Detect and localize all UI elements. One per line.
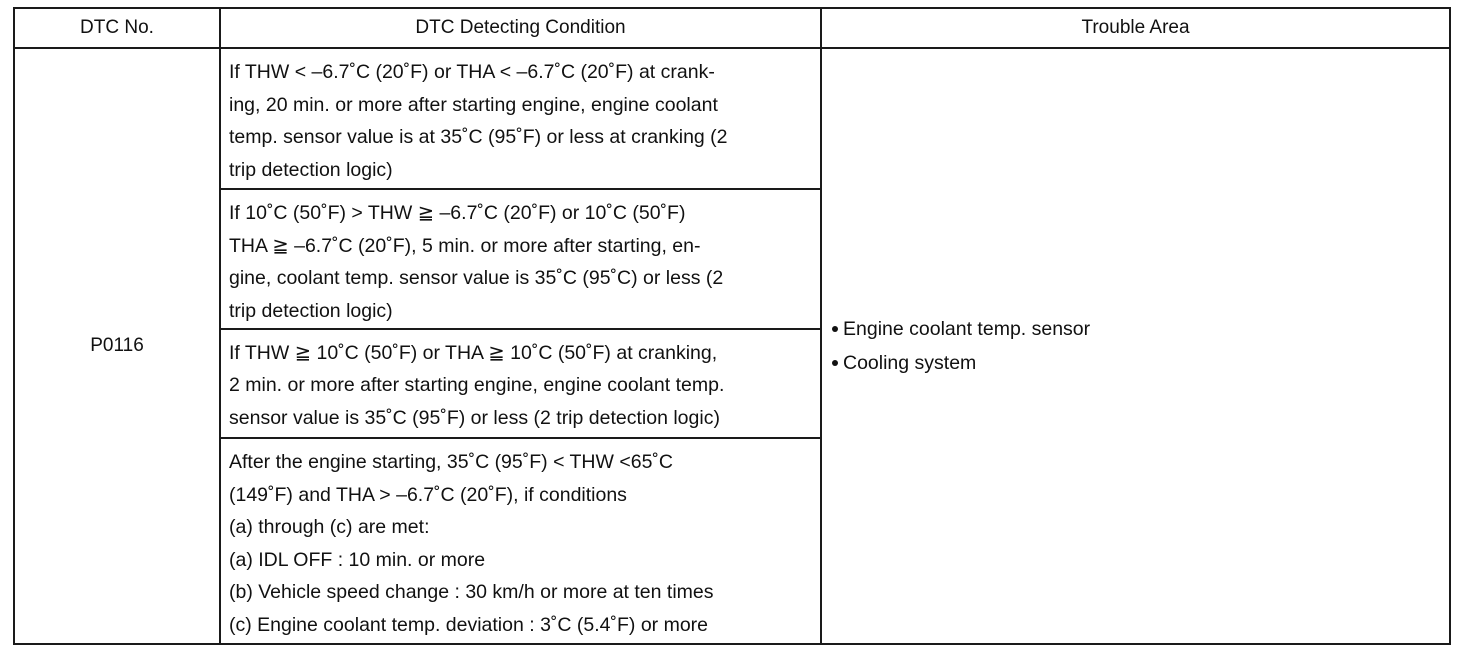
condition-cell: If THW ≧ 10˚C (50˚F) or THA ≧ 10˚C (50˚F) at cranking, 2 min. or more after starting engine, engine coolant temp. sensor value is 35˚C (95˚F) or less (2 trip detection logic) — [220, 329, 821, 438]
list-item — [830, 346, 1449, 380]
dtc-table — [13, 7, 1451, 645]
condition-cell: If 10˚C (50˚F) > THW ≧ –6.7˚C (20˚F) or 10˚C (50˚F) THA ≧ –6.7˚C (20˚F), 5 min. or more after starting, en- gine, coolant temp. sensor value is 35˚C (95˚C) or less (2 trip detection logic) — [220, 189, 821, 328]
bullet-icon — [832, 326, 838, 332]
header-row — [14, 8, 1450, 48]
trouble-area-list — [830, 312, 1449, 380]
header-trouble-area: Trouble Area — [821, 8, 1450, 48]
trouble-area-cell — [821, 48, 1450, 644]
table-row — [14, 48, 1450, 189]
header-dtc-no: DTC No. — [14, 8, 220, 48]
header-detecting-condition: DTC Detecting Condition — [220, 8, 821, 48]
trouble-area-text: Engine coolant temp. sensor — [843, 318, 1091, 340]
condition-cell: If THW < –6.7˚C (20˚F) or THA < –6.7˚C (20˚F) at crank- ing, 20 min. or more after starting engine, engine coolant temp. sensor value is at 35˚C (95˚F) or less at cranking (2 trip detection logic) — [220, 48, 821, 189]
bullet-icon — [832, 360, 838, 366]
list-item — [830, 312, 1449, 346]
dtc-number-cell: P0116 — [14, 48, 220, 644]
condition-cell: After the engine starting, 35˚C (95˚F) < THW <65˚C (149˚F) and THA > –6.7˚C (20˚F), if conditions (a) through (c) are met: (a) IDL OFF : 10 min. or more (b) Vehicle speed change : 30 km/h or more at ten times (c) Engine coolant temp. deviation : 3˚C (5.4˚F) or more — [220, 438, 821, 644]
trouble-area-text: Cooling system — [843, 352, 977, 374]
